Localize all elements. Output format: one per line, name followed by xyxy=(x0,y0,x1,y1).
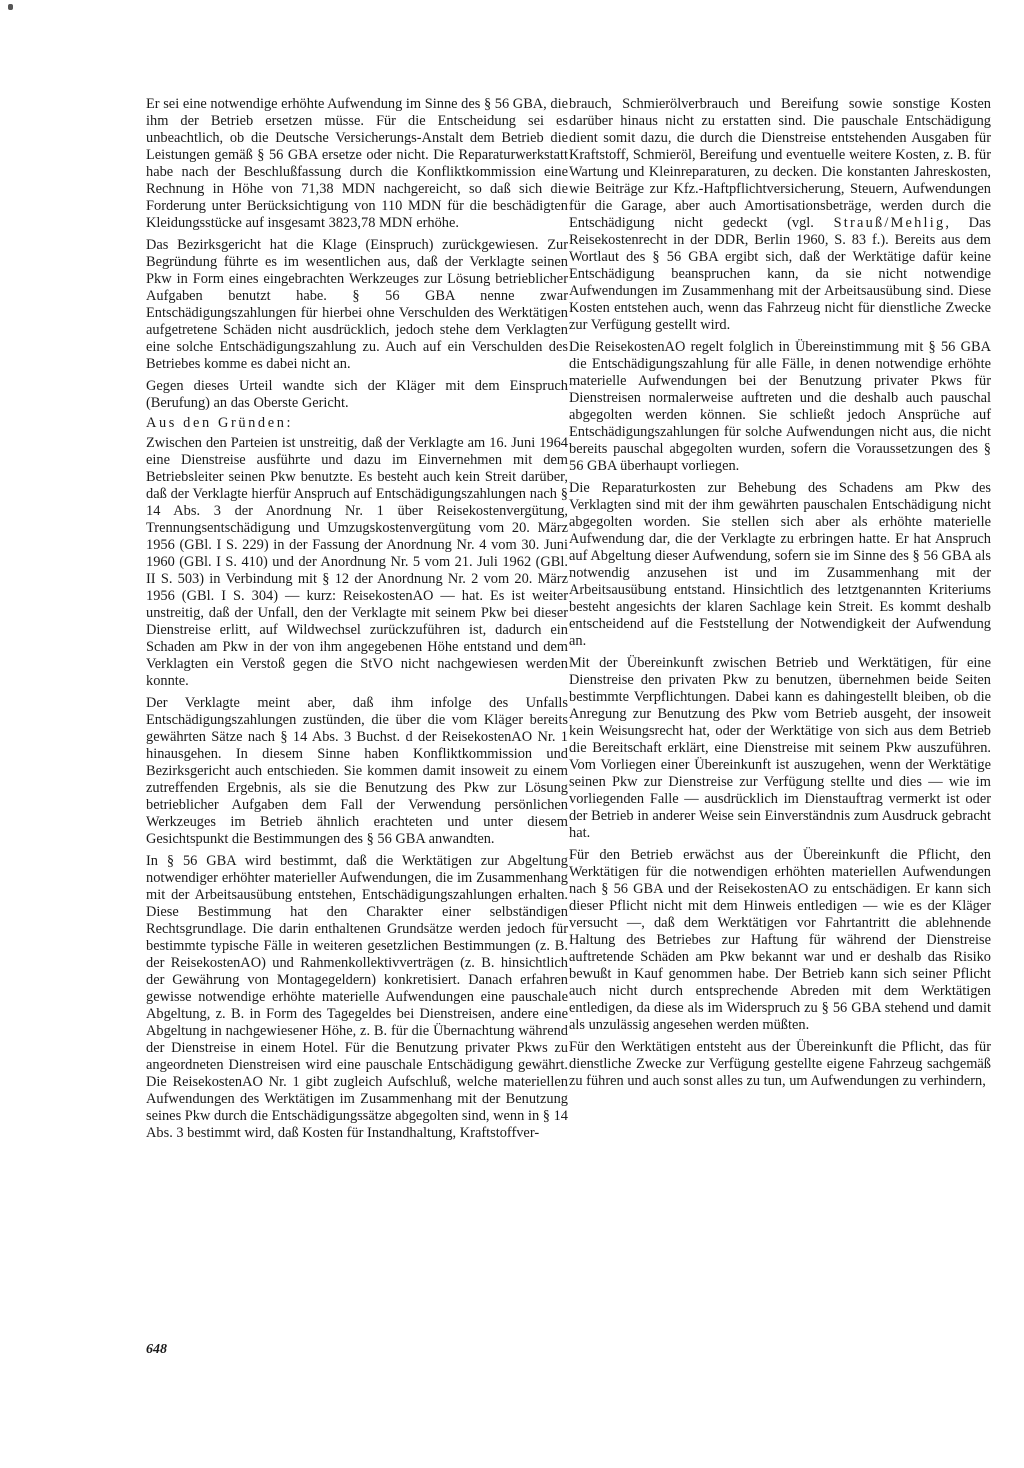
paragraph xyxy=(569,96,991,334)
paragraph: Gegen dieses Urteil wandte sich der Kläger mit dem Einspruch (Berufung) an das Oberste Gericht. xyxy=(146,378,568,411)
author-citation: Strauß/Mehlig xyxy=(833,215,946,231)
paragraph: Für den Werktätigen entsteht aus der Übereinkunft die Pflicht, das für dienstliche Zwecke zur Verfügung gestellte eigene Fahrzeug sachgemäß zu führen und auch sonst alles zu tun, um Aufwendungen zu verhindern, xyxy=(569,1039,991,1089)
section-heading: Aus den Gründen: xyxy=(146,415,294,431)
scan-speck xyxy=(8,4,13,10)
page-number: 648 xyxy=(146,1342,167,1357)
paragraph: Das Bezirksgericht hat die Klage (Einspruch) zurückgewiesen. Zur Begründung führte es im wesentlichen aus, daß der Verklagte seinen Pkw in Form eines eingebrachten Werkzeuges zur Lösung betrieblicher Aufgaben benutzt habe. § 56 GBA nenne zwar Entschädigungszahlungen für hierbei ohne Verschulden des Werktätigen aufgetretene Schäden nicht ausdrücklich, jedoch stehe dem Verklagten eine solche Entschädigungszahlung zu. Auch auf ein Verschulden des Betriebes komme es dabei nicht an. xyxy=(146,237,568,372)
text-run: , Das Reisekostenrecht in der DDR, Berlin 1960, S. 83 f.). Bereits aus dem Wortlaut des § 56 GBA ergibt sich, daß der Werktätige dafür keine Entschädigung beanspruchen kann, da sie nicht notwendige Aufwendungen im Zusammenhang mit der Arbeitsausübung sind. Diese Kosten entstehen auch, wenn das Fahrzeug nicht für dienstliche Zwecke zur Verfügung gestellt wird. xyxy=(569,215,992,333)
paragraph: Zwischen den Parteien ist unstreitig, daß der Verklagte am 16. Juni 1964 eine Dienstreise ausführte und dazu im Einvernehmen mit dem Betriebsleiter seinen Pkw benutzte. Es besteht auch kein Streit darüber, daß der Verklagte hierfür Anspruch auf Entschädigungszahlungen nach § 14 Abs. 3 der Anordnung Nr. 1 über Reisekostenvergütung, Trennungsentschädigung und Umzugskostenvergütung vom 20. März 1956 (GBl. I S. 229) in der Fassung der Anordnung Nr. 4 vom 30. Juni 1960 (GBl. I S. 410) und der Anordnung Nr. 5 vom 21. Juli 1962 (GBl. II S. 503) in Verbindung mit § 12 der Anordnung Nr. 2 vom 20. März 1956 (GBl. I S. 304) — kurz: ReisekostenAO — hat. Es ist weiter unstreitig, daß der Unfall, den der Verklagte mit seinem Pkw bei dieser Dienstreise erlitt, auf Wildwechsel zurückzuführen ist, dadurch ein Schaden am Pkw in der von ihm angegebenen Höhe entstand und dem Verklagten ein Verstoß gegen die StVO nicht nachgewiesen werden konnte. xyxy=(146,435,568,689)
paragraph: Die Reparaturkosten zur Behebung des Schadens am Pkw des Verklagten sind mit der ihm gewährten pauschalen Entschädigung nicht abgegolten worden. Sie stellen sich aber als erhöhte materielle Aufwendung dar, die der Verklagte zu erbringen hatte. Er hat Anspruch auf Abgeltung dieser Aufwendung, sofern sie im Sinne des § 56 GBA als notwendig anzusehen ist und im Zusammenhang mit der Arbeitsausübung entstand. Hinsichtlich des letztgenannten Kriteriums besteht angesichts der klaren Sachlage kein Streit. Es kommt deshalb entscheidend auf die Feststellung der Notwendigkeit der Aufwendung an. xyxy=(569,480,991,649)
paragraph: In § 56 GBA wird bestimmt, daß die Werktätigen zur Abgeltung notwendiger erhöhter materieller Aufwendungen, die im Zusammenhang mit der Arbeitsausübung entstehen, Entschädigungszahlungen erhalten. Diese Bestimmung hat den Charakter einer selbständigen Rechtsgrundlage. Die darin enthaltenen Grundsätze werden jedoch für bestimmte typische Fälle in weiteren gesetzlichen Bestimmungen (z. B. der ReisekostenAO) und Rahmenkollektivverträgen (z. B. hinsichtlich der Gewährung von Montagegeldern) konkretisiert. Danach erfahren gewisse notwendige erhöhte materielle Aufwendungen eine pauschale Abgeltung, z. B. in Form des Tagegeldes bei Dienstreisen, andere eine Abgeltung in nachgewiesener Höhe, z. B. für die Übernachtung während der Dienstreise in einem Hotel. Für die Benutzung privater Pkws zu angeordneten Dienstreisen wird eine pauschale Entschädigung gewährt. Die ReisekostenAO Nr. 1 gibt zugleich Aufschluß, welche materiellen Aufwendungen des Werktätigen im Zusammenhang mit der Benutzung seines Pkw durch die Entschädigungssätze abgegolten sind, wenn in § 14 Abs. 3 bestimmt wird, daß Kosten für Instandhaltung, Kraftstoffver- xyxy=(146,853,568,1141)
paragraph: Für den Betrieb erwächst aus der Übereinkunft die Pflicht, den Werktätigen für die notwendigen erhöhten materiellen Aufwendungen nach § 56 GBA und der ReisekostenAO zu entschädigen. Er kann sich dieser Pflicht nicht mit dem Hinweis entledigen — wie es der Kläger versucht —, daß dem Werktätigen vor Fahrtantritt die ablehnende Haltung des Betriebes zur Haftung für während der Dienstreise auftretende Schäden am Pkw bekannt war und er deshalb das Risiko bewußt in Kauf genommen habe. Der Betrieb kann sich seiner Pflicht auch nicht durch entsprechende Abreden mit dem Werktätigen entledigen, da diese als im Widerspruch zu § 56 GBA stehend und damit als unzulässig angesehen werden müßten. xyxy=(569,847,991,1033)
left-column xyxy=(146,96,568,1147)
paragraph: Mit der Übereinkunft zwischen Betrieb und Werktätigen, für eine Dienstreise den privaten Pkw zu benutzen, übernehmen beide Seiten bestimmte Verpflichtungen. Dabei kann es dahingestellt bleiben, ob die Anregung zur Benutzung des Pkw vom Betrieb ausgeht, der insoweit kein Weisungsrecht hat, oder der Werktätige von sich aus dem Betrieb die Bereitschaft erklärt, eine Dienstreise mit seinem Pkw auszuführen. Vom Vorliegen einer Übereinkunft ist auszugehen, wenn der Werktätige seinen Pkw zur Dienstreise zur Verfügung stellte und dies — wie im vorliegenden Falle — ausdrücklich im Dienstauftrag vermerkt ist oder der Betrieb in anderer Weise sein Einverständnis zum Ausdruck gebracht hat. xyxy=(569,655,991,841)
text-run: brauch, Schmierölverbrauch und Bereifung sowie sonstige Kosten darüber hinaus nicht zu erstatten sind. Die pauschale Entschädigung dient somit dazu, die durch die Dienstreise entstehenden Ausgaben für Kraftstoff, Schmieröl, Bereifung und eventuelle weitere Kosten, z. B. für Wartung und Kleinreparaturen, zu decken. Die konstanten Jahreskosten, wie Beiträge zur Kfz.-Haftpflichtversicherung, Steuern, Aufwendungen für die Garage, aber auch Amortisationsbeträge, werden durch die Entschädigung nicht gedeckt (vgl. xyxy=(569,96,991,231)
paragraph: Die ReisekostenAO regelt folglich in Übereinstimmung mit § 56 GBA die Entschädigungszahlung für alle Fälle, in denen notwendige erhöhte materielle Aufwendungen bei der Benutzung privater Pkws für Dienstreisen normalerweise auftreten und die deshalb auch pauschal abgegolten werden können. Sie schließt jedoch Ansprüche auf Entschädigungszahlungen für solche Aufwendungen nicht aus, die nicht bereits pauschal abgegolten wurden, sofern die Voraussetzungen des § 56 GBA überhaupt vorliegen. xyxy=(569,339,991,474)
paragraph: Er sei eine notwendige erhöhte Aufwendung im Sinne des § 56 GBA, die ihm der Betrieb ersetzen müsse. Für die Entscheidung sei es unbeachtlich, ob die Deutsche Versicherungs-Anstalt dem Betrieb die Leistungen gemäß § 56 GBA ersetze oder nicht. Die Reparaturwerkstatt habe nach der Beschlußfassung durch die Konfliktkommission eine Rechnung in Höhe von 71,38 MDN nachgereicht, so daß sich die Forderung unter Berücksichtigung von 110 MDN für die beschädigten Kleidungsstücke auf insgesamt 3823,78 MDN erhöhe. xyxy=(146,96,568,231)
paragraph: Der Verklagte meint aber, daß ihm infolge des Unfalls Entschädigungszahlungen zustünden, die über die vom Kläger bereits gewährten Sätze nach § 14 Abs. 3 Buchst. d der ReisekostenAO Nr. 1 hinausgehen. In diesem Sinne haben Konfliktkommission und Bezirksgericht auch entschieden. Sie kommen damit insoweit zu einem zutreffenden Ergebnis, als sie die Benutzung des Pkw zur Lösung betrieblicher Aufgaben dem Fall der Verwendung persönlichen Werkzeuges im Betrieb ähnlich erachteten und unter diesem Gesichtspunkt die Bestimmungen des § 56 GBA anwandten. xyxy=(146,695,568,847)
right-column xyxy=(569,96,991,1095)
